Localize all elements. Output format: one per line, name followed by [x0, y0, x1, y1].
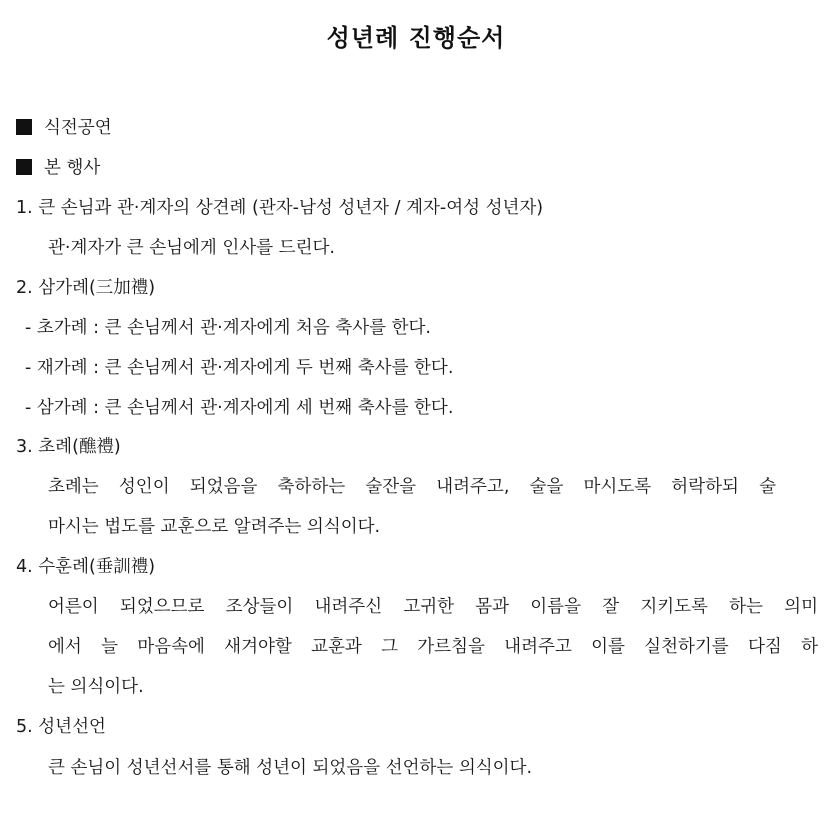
section-label: 본 행사	[44, 158, 101, 178]
item2-sub-3: - 삼가례 : 큰 손님께서 관·계자에게 세 번째 축사를 한다.	[25, 398, 454, 418]
section-pre-ceremony	[16, 116, 112, 140]
item3-description-line-2: 마시는 법도를 교훈으로 알려주는 의식이다.	[48, 517, 381, 537]
square-bullet-icon	[16, 119, 32, 135]
square-bullet-icon	[16, 159, 32, 175]
item3-heading: 3. 초례(醮禮)	[16, 437, 121, 457]
section-main-event	[16, 156, 100, 180]
document-title: 성년례 진행순서	[326, 24, 506, 52]
item4-description-line-1: 어른이 되었으므로 조상들이 내려주신 고귀한 몸과 이름을 잘 지키도록 하는 의미	[48, 597, 818, 617]
item4-description-line-3: 는 의식이다.	[48, 677, 144, 697]
item4-description-line-2: 에서 늘 마음속에 새겨야할 교훈과 그 가르침을 내려주고 이를 실천하기를 다짐 하	[48, 637, 818, 657]
item5-description: 큰 손님이 성년선서를 통해 성년이 되었음을 선언하는 의식이다.	[48, 758, 533, 778]
item4-heading: 4. 수훈례(垂訓禮)	[16, 557, 156, 577]
item1-heading: 1. 큰 손님과 관·계자의 상견례 (관자-남성 성년자 / 계자-여성 성년자)	[16, 198, 544, 218]
item5-heading: 5. 성년선언	[16, 717, 106, 737]
item1-description: 관·계자가 큰 손님에게 인사를 드린다.	[48, 238, 335, 258]
item2-sub-1: - 초가례 : 큰 손님께서 관·계자에게 처음 축사를 한다.	[25, 318, 431, 338]
section-label: 식전공연	[44, 118, 112, 138]
item2-heading: 2. 삼가례(三加禮)	[16, 278, 156, 298]
item2-sub-2: - 재가례 : 큰 손님께서 관·계자에게 두 번째 축사를 한다.	[25, 358, 454, 378]
item3-description-line-1: 초례는 성인이 되었음을 축하하는 술잔을 내려주고, 술을 마시도록 허락하되 술	[48, 477, 776, 497]
